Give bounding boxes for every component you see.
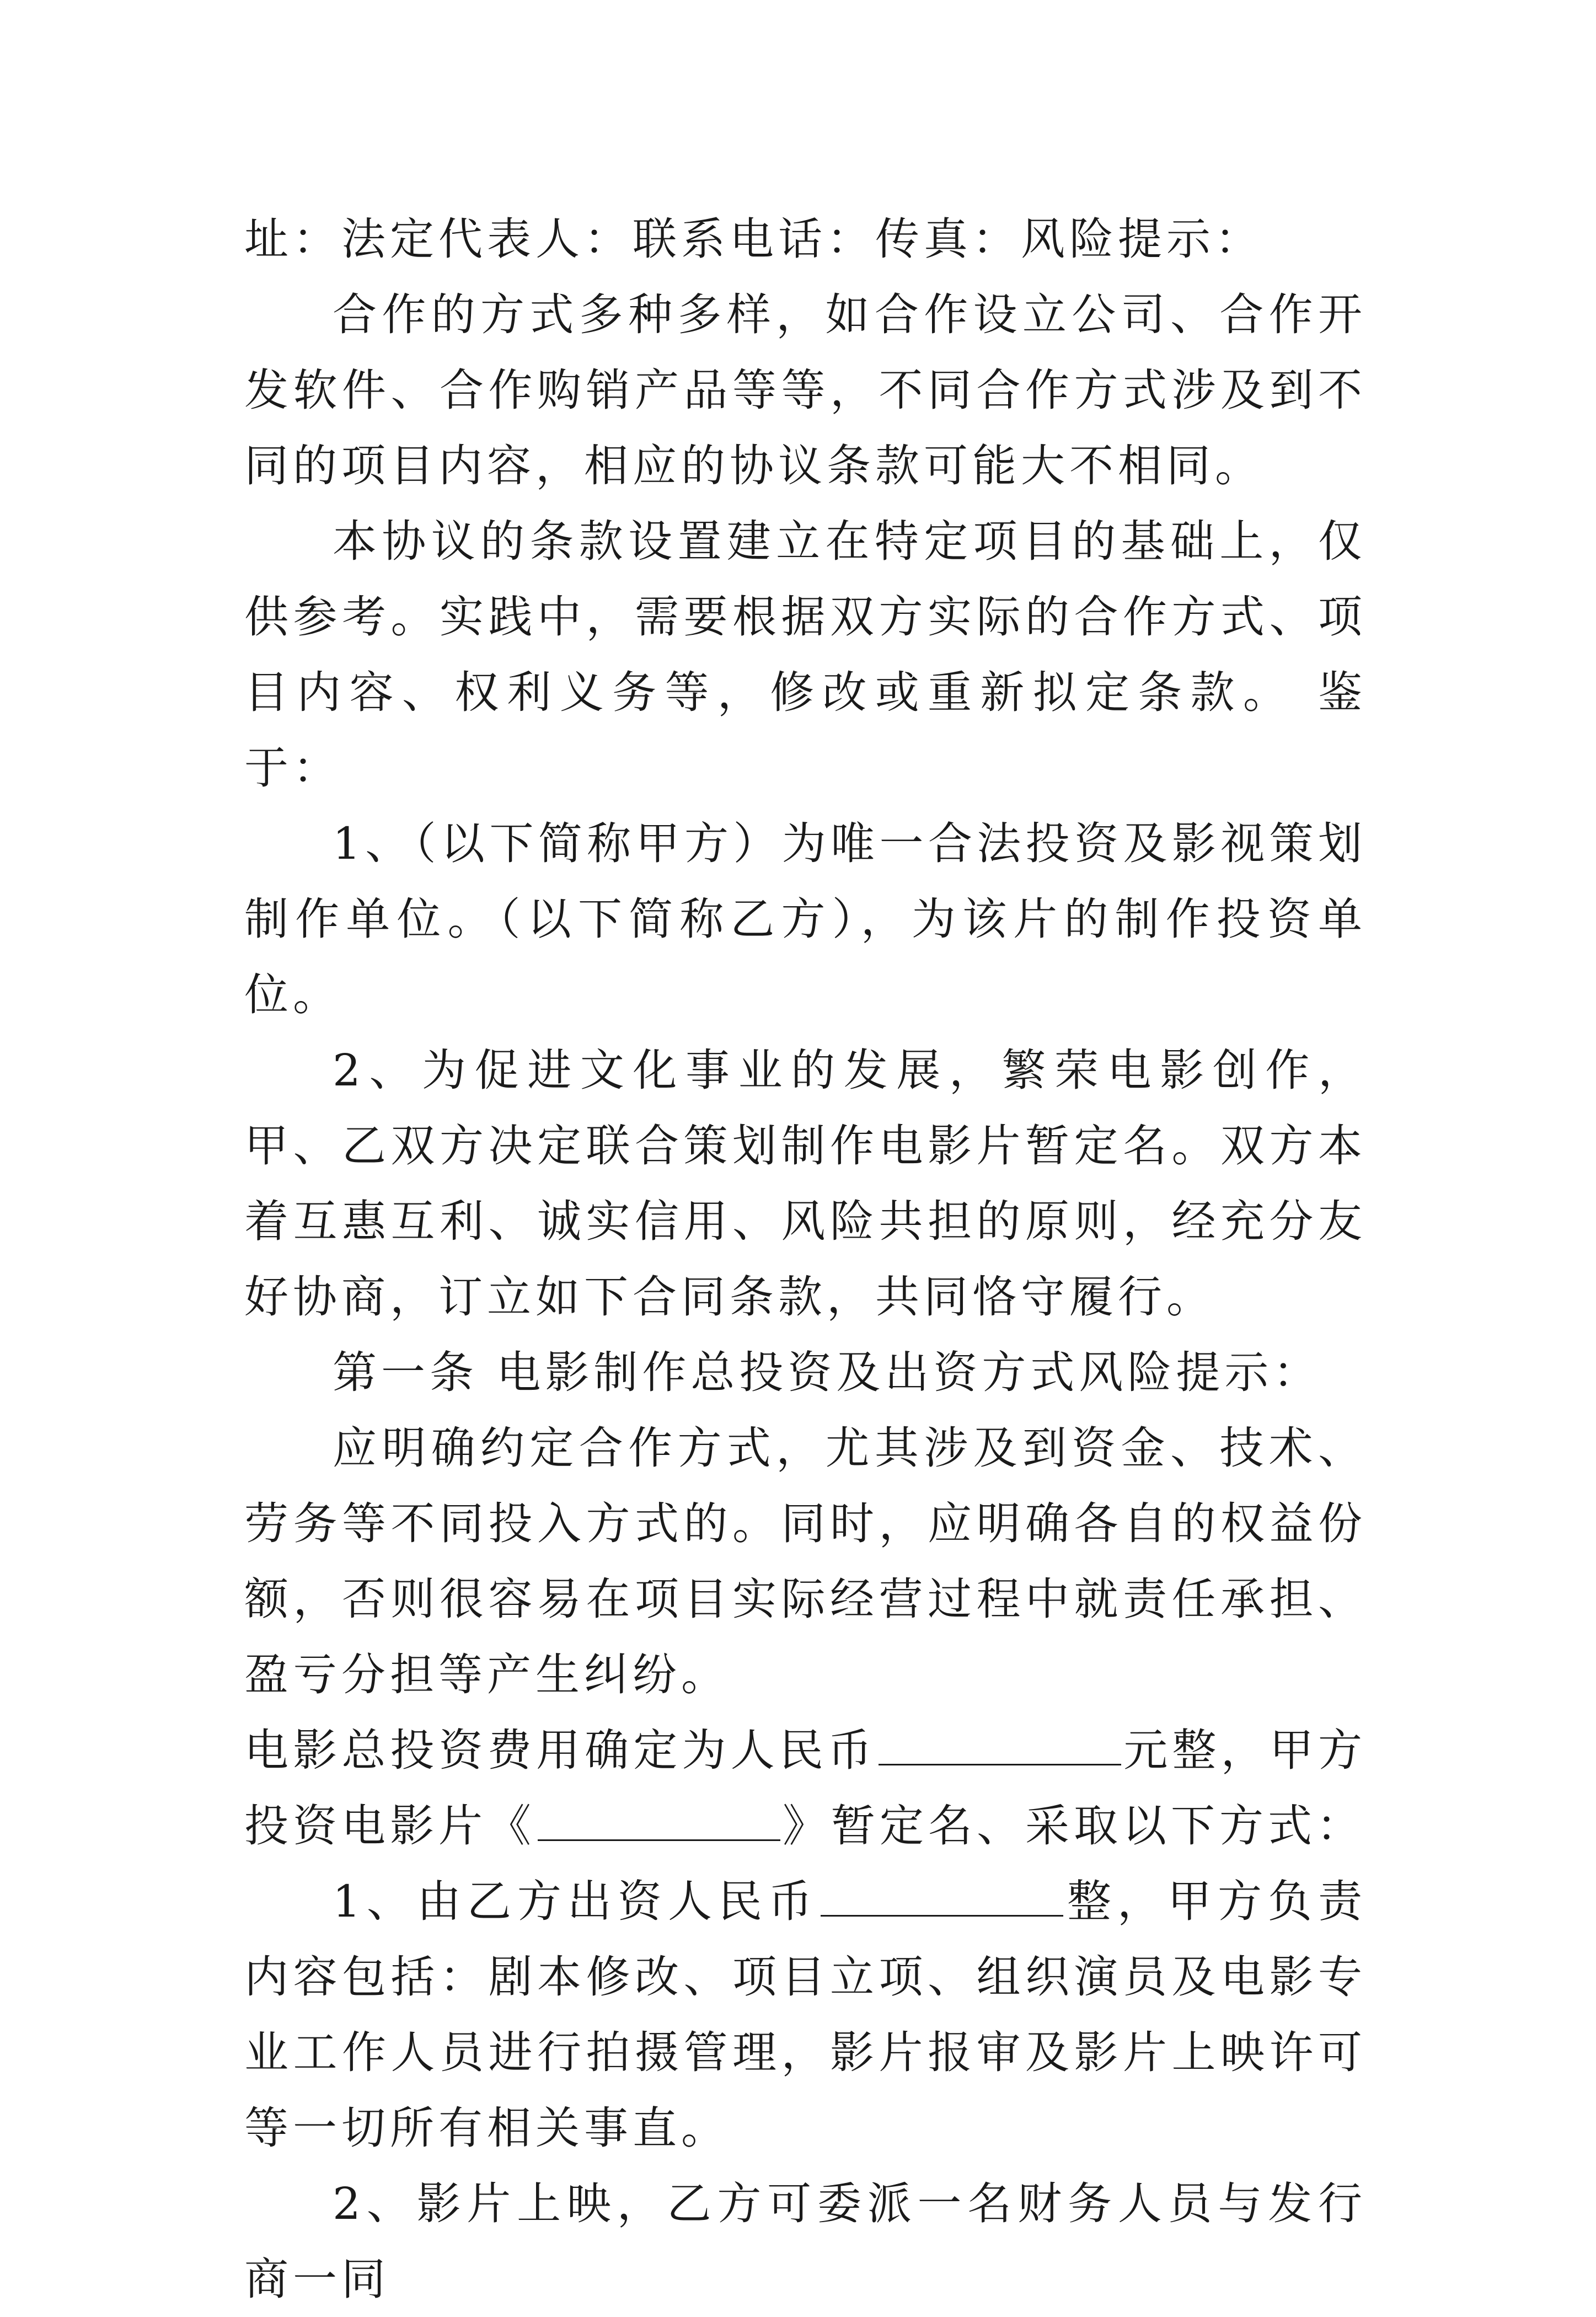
clause-1-text-1: 1、由乙方出资人民币 bbox=[333, 1876, 818, 1927]
total-investment-text-3: 》暂定名、采取以下方式： bbox=[783, 1800, 1365, 1852]
document-body bbox=[244, 201, 1367, 2317]
total-investment-text-1: 电影总投资费用确定为人民币 bbox=[244, 1725, 877, 1776]
paragraph-cooperation-methods: 合作的方式多种多样，如合作设立公司、合作开发软件、合作购销产品等等，不同合作方式涉及到不同的项目内容，相应的协议条款可能大不相同。 bbox=[244, 289, 1367, 491]
paragraph-clause-1 bbox=[244, 1864, 1367, 2166]
film-title-blank bbox=[538, 1806, 780, 1841]
paragraph-risk-note: 应明确约定合作方式，尤其涉及到资金、技术、劳务等不同投入方式的。同时，应明确各自的权益份额，否则很容易在项目实际经营过程中就责任承担、盈亏分担等产生纠纷。 bbox=[244, 1422, 1367, 1700]
clause-1-text-2: 整，甲方负责内容包括：剧本修改、项目立项、组织演员及电影专业工作人员进行拍摄管理，影片报审及影片上映许可等一切所有相关事直。 bbox=[244, 1876, 1367, 2154]
paragraph-party-info: 址：法定代表人：联系电话：传真：风险提示： bbox=[244, 213, 1263, 265]
paragraph-clause-2: 2、影片上映，乙方可委派一名财务人员与发行商一同 bbox=[244, 2178, 1367, 2305]
paragraph-reference-note: 本协议的条款设置建立在特定项目的基础上，仅供参考。实践中，需要根据双方实际的合作方式、项目内容、权利义务等，修改或重新拟定条款。 鉴于： bbox=[244, 516, 1367, 794]
amount-blank bbox=[879, 1731, 1121, 1765]
party-b-amount-blank bbox=[821, 1882, 1063, 1917]
paragraph-recital-1: 1、（以下简称甲方）为唯一合法投资及影视策划制作单位。（以下简称乙方），为该片的制作投资单位。 bbox=[244, 818, 1367, 1020]
paragraph-total-investment bbox=[244, 1713, 1367, 1864]
total-investment-text-2: 元整，甲方投资电影片《 bbox=[244, 1725, 1367, 1852]
paragraph-recital-2: 2、为促进文化事业的发展，繁荣电影创作，甲、乙双方决定联合策划制作电影片暂定名。双方本着互惠互利、诚实信用、风险共担的原则，经充分友好协商，订立如下合同条款，共同恪守履行。 bbox=[244, 1045, 1367, 1323]
article-1-heading: 第一条 电影制作总投资及出资方式风险提示： bbox=[333, 1347, 1322, 1398]
